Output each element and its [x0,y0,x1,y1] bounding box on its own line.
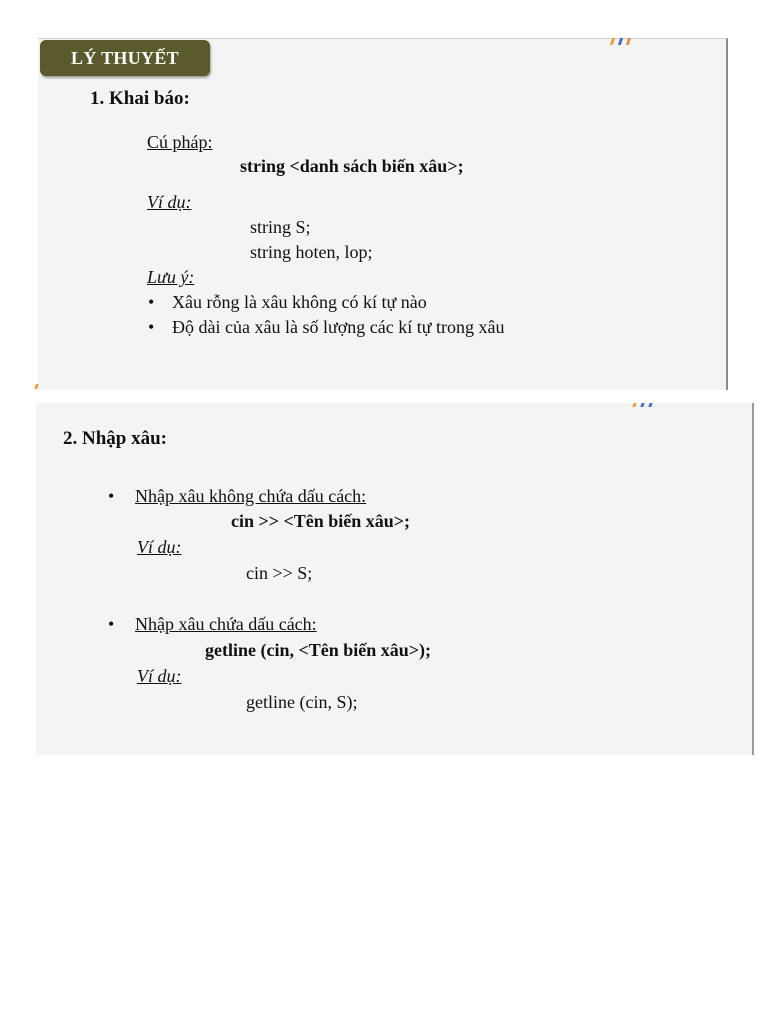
input-method-2-title: Nhập xâu chứa dấu cách: [135,614,317,634]
note-label: Lưu ý: [147,267,195,287]
input-method-2-example: getline (cin, S); [246,692,358,712]
syntax-label: Cú pháp: [147,132,213,152]
note-item-2: Độ dài của xâu là số lượng các kí tự trong xâu [172,317,505,337]
input-method-2-example-label: Ví dụ: [137,666,182,686]
input-method-1-example-label: Ví dụ: [137,537,182,557]
theory-panel-input [36,403,754,755]
bullet-icon: • [108,614,115,634]
bullet-icon: • [148,292,155,312]
input-method-1-syntax: cin >> <Tên biến xâu>; [231,511,411,531]
example-line-2: string hoten, lop; [250,242,373,262]
input-method-1-title: Nhập xâu không chứa dấu cách: [135,486,367,506]
input-method-2-syntax: getline (cin, <Tên biến xâu>); [205,640,432,660]
bullet-icon: • [148,317,155,337]
input-method-1-example: cin >> S; [246,563,313,583]
section1-heading: 1. Khai báo: [90,88,190,109]
example-line-1: string S; [250,217,311,237]
bullet-icon: • [108,486,115,506]
example-label: Ví dụ: [147,192,192,212]
theory-badge: LÝ THUYẾT [40,40,210,76]
syntax-declaration: string <danh sách biến xâu>; [240,156,464,176]
note-item-1: Xâu rỗng là xâu không có kí tự nào [172,292,427,312]
section2-heading: 2. Nhập xâu: [63,428,167,449]
